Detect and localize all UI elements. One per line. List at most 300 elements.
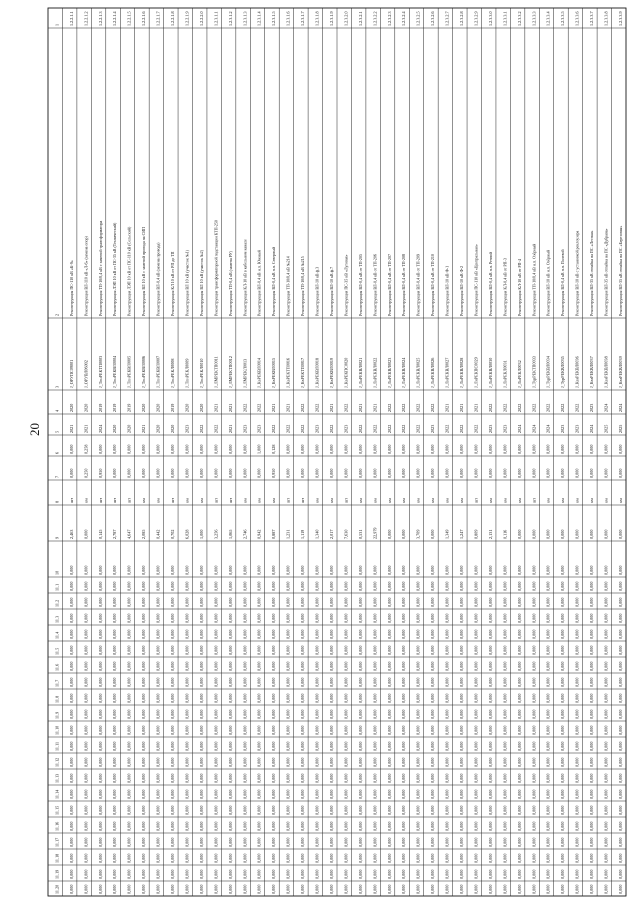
- table-cell-filler: 0,000: [386, 805, 392, 815]
- header-cell: 7: [54, 475, 60, 478]
- table-cell: 2021: [271, 403, 277, 412]
- table-cell-filler: 0,000: [357, 757, 363, 767]
- table-cell: 0,442: [155, 529, 161, 539]
- table-cell: 0,000: [372, 565, 378, 575]
- table-cell-filler: 0,000: [617, 645, 623, 655]
- table-cell-filler: 0,000: [401, 853, 407, 863]
- table-cell: Реконструкция ЛЭП 10 кВ от ПС-35 кВ (Технический): [112, 222, 118, 316]
- table-cell: 0,000: [560, 529, 566, 539]
- table-cell-filler: 0,000: [545, 837, 551, 847]
- table-cell: 0,000: [97, 444, 103, 454]
- table-cell: км: [256, 498, 262, 503]
- table-cell-filler: 0,000: [502, 661, 508, 671]
- table-cell-filler: 0,000: [372, 869, 378, 879]
- table-cell: 3,709: [415, 529, 421, 539]
- table-cell-filler: 0,000: [155, 661, 161, 671]
- table-cell-filler: 0,000: [300, 581, 306, 591]
- table-cell: Реконструкция ВЛ-0,4 кВ (замена провода): [155, 242, 161, 316]
- table-cell-filler: 0,000: [112, 629, 118, 639]
- table-cell-filler: 0,000: [328, 853, 334, 863]
- table-cell: J_ЛМРЕКЛ0013: [242, 358, 248, 388]
- table-cell-filler: 0,000: [560, 741, 566, 751]
- table-cell-filler: 0,000: [271, 725, 277, 735]
- table-cell-filler: 0,000: [617, 789, 623, 799]
- table-cell: 2022: [487, 403, 493, 412]
- table-cell-filler: 0,000: [68, 629, 74, 639]
- table-cell: 0,145: [97, 529, 103, 539]
- table-cell-filler: 0,000: [184, 757, 190, 767]
- table-cell-filler: 0,000: [386, 709, 392, 719]
- table-cell-filler: 0,000: [112, 837, 118, 847]
- table-cell-filler: 0,000: [155, 789, 161, 799]
- table-cell-filler: 0,000: [459, 869, 465, 879]
- table-cell: J_ЛнРЕКВЛ0024: [401, 357, 407, 388]
- table-cell: 1.2.3.3.8: [603, 11, 609, 26]
- table-cell: 0,000: [444, 444, 450, 454]
- table-cell-filler: 0,000: [502, 693, 508, 703]
- table-cell-filler: 0,000: [227, 581, 233, 591]
- table-cell-filler: 0,000: [314, 645, 320, 655]
- table-cell: Реконструкция КЛ-0,4 кВ от РП-3: [502, 258, 508, 316]
- table-cell-filler: 0,000: [516, 645, 522, 655]
- table-cell-filler: 0,000: [617, 693, 623, 703]
- table-cell-filler: 0,000: [112, 821, 118, 831]
- table-cell-filler: 0,000: [473, 853, 479, 863]
- table-cell: 0,000: [170, 565, 176, 575]
- table-cell-filler: 0,000: [343, 597, 349, 607]
- header-cell: 11.18: [54, 853, 60, 863]
- table-cell-filler: 0,000: [516, 805, 522, 815]
- table-cell: Реконструкция ВЛ-10 кВ с установкой реклоузера: [574, 230, 580, 316]
- table-cell: 1.2.3.3.2: [516, 11, 522, 26]
- table-cell-filler: 0,000: [256, 821, 262, 831]
- table-cell-filler: 0,000: [502, 789, 508, 799]
- table-cell-filler: 0,000: [285, 645, 291, 655]
- table-cell-filler: 0,000: [155, 597, 161, 607]
- table-cell-filler: 0,000: [574, 677, 580, 687]
- table-cell-filler: 0,000: [155, 677, 161, 687]
- table-cell: 2019: [170, 403, 176, 412]
- table-cell-filler: 0,000: [285, 821, 291, 831]
- table-cell-filler: 0,000: [97, 629, 103, 639]
- table-cell: 0,950: [271, 468, 277, 478]
- table-cell-filler: 0,000: [415, 725, 421, 735]
- table-cell-filler: 0,000: [271, 597, 277, 607]
- table-cell-filler: 0,000: [444, 709, 450, 719]
- table-cell: J_ТурРЕКТП0033: [531, 356, 537, 388]
- table-cell: J_ОРУПС09001: [68, 359, 74, 388]
- table-cell: 2022: [502, 403, 508, 412]
- table-cell-filler: 0,000: [112, 741, 118, 751]
- table-cell: Реконструкция ВЛ-10 кВ н.п. Озёрный: [545, 249, 551, 316]
- table-cell: 0,000: [531, 444, 537, 454]
- table-cell-filler: 0,000: [328, 725, 334, 735]
- table-cell-filler: 0,000: [242, 597, 248, 607]
- table-cell: Реконструкция ВЛ-0,4 кВ н.п. Северный: [271, 247, 277, 316]
- table-cell-filler: 0,000: [444, 773, 450, 783]
- table-cell-filler: 0,000: [126, 837, 132, 847]
- table-cell: Реконструкция ПС-35 кВ «Луговая»: [343, 254, 349, 316]
- table-cell: шт: [285, 497, 291, 503]
- table-cell-filler: 0,000: [415, 613, 421, 623]
- table-cell-filler: 0,000: [328, 645, 334, 655]
- table-cell-filler: 0,000: [545, 773, 551, 783]
- table-cell-filler: 0,000: [184, 597, 190, 607]
- table-cell: 0,000: [314, 565, 320, 575]
- table-cell-filler: 0,000: [285, 725, 291, 735]
- table-cell-filler: 0,000: [401, 581, 407, 591]
- table-cell-filler: 0,000: [300, 805, 306, 815]
- table-cell-filler: 0,000: [603, 629, 609, 639]
- header-cell: 11.20: [54, 884, 60, 894]
- table-cell-filler: 0,000: [357, 629, 363, 639]
- table-cell-filler: 0,000: [430, 741, 436, 751]
- table-cell-filler: 0,000: [372, 693, 378, 703]
- table-cell-filler: 0,000: [516, 853, 522, 863]
- table-cell-filler: 0,000: [242, 821, 248, 831]
- table-cell-filler: 0,000: [97, 757, 103, 767]
- table-cell-filler: 0,000: [97, 741, 103, 751]
- table-cell-filler: 0,000: [415, 789, 421, 799]
- table-cell-filler: 0,000: [502, 821, 508, 831]
- table-cell: J_ТпнРЕКВЛ0005: [126, 355, 132, 388]
- table-cell-filler: 0,000: [343, 853, 349, 863]
- table-cell-filler: 0,000: [126, 597, 132, 607]
- table-cell: J_ТпнРЕКЛ0010: [198, 358, 204, 388]
- table-cell-filler: 0,000: [603, 853, 609, 863]
- table-cell-filler: 0,000: [155, 805, 161, 815]
- table-cell-filler: 0,000: [271, 629, 277, 639]
- table-cell-filler: 0,000: [372, 853, 378, 863]
- table-cell: 1,247: [459, 529, 465, 539]
- table-cell-filler: 0,000: [256, 725, 262, 735]
- table-cell-filler: 0,000: [242, 884, 248, 894]
- table-cell-filler: 0,000: [242, 725, 248, 735]
- table-cell-filler: 0,000: [560, 645, 566, 655]
- table-cell-filler: 0,000: [574, 629, 580, 639]
- table-cell-filler: 0,000: [574, 757, 580, 767]
- table-cell-filler: 0,000: [242, 805, 248, 815]
- table-cell: 0,000: [83, 565, 89, 575]
- header-cell: 11.7: [54, 679, 60, 687]
- table-cell: 0,000: [415, 565, 421, 575]
- table-cell-filler: 0,000: [589, 645, 595, 655]
- table-cell-filler: 0,000: [444, 884, 450, 894]
- table-cell-filler: 0,000: [97, 677, 103, 687]
- table-cell-filler: 0,000: [256, 597, 262, 607]
- table-cell: км: [141, 498, 147, 503]
- header-cell: 11.1: [54, 583, 60, 591]
- table-cell: шт: [68, 497, 74, 503]
- table-cell: 0,531: [357, 529, 363, 539]
- table-cell-filler: 0,000: [516, 629, 522, 639]
- table-cell-filler: 0,000: [126, 773, 132, 783]
- table-cell-filler: 0,000: [314, 677, 320, 687]
- table-cell-filler: 0,000: [502, 581, 508, 591]
- table-cell: 0,000: [430, 468, 436, 478]
- table-cell-filler: 0,000: [83, 581, 89, 591]
- table-cell: 1.2.2.2.0: [198, 11, 204, 26]
- table-cell: 0,128: [271, 444, 277, 454]
- table-cell-filler: 0,000: [170, 677, 176, 687]
- table-cell-filler: 0,000: [545, 725, 551, 735]
- table-cell: Реконструкция ТП-10/0,4 кВ №214: [285, 256, 291, 316]
- table-cell-filler: 0,000: [386, 884, 392, 894]
- table-cell-filler: 0,000: [271, 805, 277, 815]
- table-cell-filler: 0,000: [300, 709, 306, 719]
- table-cell-filler: 0,000: [444, 613, 450, 623]
- table-cell-filler: 0,000: [372, 757, 378, 767]
- table-cell: Реконструкция ВЛ-10 кВ ф.3: [314, 266, 320, 316]
- table-cell: 2023: [574, 424, 580, 433]
- table-cell-filler: 0,000: [314, 725, 320, 735]
- table-cell: 0,000: [401, 444, 407, 454]
- table-cell: 0,000: [603, 468, 609, 478]
- table-cell-filler: 0,000: [97, 773, 103, 783]
- table-cell: 1,340: [314, 529, 320, 539]
- table-cell: 2022: [401, 403, 407, 412]
- table-cell-filler: 0,000: [401, 613, 407, 623]
- table-cell: 0,000: [170, 468, 176, 478]
- table-cell: км: [560, 498, 566, 503]
- table-cell: 0,950: [97, 468, 103, 478]
- table-cell-filler: 0,000: [473, 884, 479, 894]
- table-cell: 2021: [227, 403, 233, 412]
- table-cell-filler: 0,000: [126, 821, 132, 831]
- table-cell-filler: 0,000: [198, 853, 204, 863]
- table-cell: 2024: [545, 424, 551, 433]
- header-cell: 11.15: [54, 805, 60, 815]
- table-cell: 2022: [415, 424, 421, 433]
- table-cell-filler: 0,000: [227, 821, 233, 831]
- table-cell-filler: 0,000: [574, 645, 580, 655]
- table-cell-filler: 0,000: [617, 757, 623, 767]
- table-cell: J_ТпнРЕКТП0003: [97, 355, 103, 388]
- table-cell: J_КвРЕКВЛ0014: [256, 357, 262, 388]
- table-cell: J_КвРЕКВЛ0015: [271, 357, 277, 388]
- table-cell: J_ЛМРЕКТП0012: [227, 356, 233, 388]
- table-cell-filler: 0,000: [545, 661, 551, 671]
- table-cell: 0,942: [256, 529, 262, 539]
- table-cell-filler: 0,000: [560, 869, 566, 879]
- table-cell-filler: 0,000: [372, 661, 378, 671]
- table-cell-filler: 0,000: [459, 613, 465, 623]
- table-cell-filler: 0,000: [372, 645, 378, 655]
- table-cell-filler: 0,000: [603, 805, 609, 815]
- table-cell-filler: 0,000: [83, 884, 89, 894]
- table-cell-filler: 0,000: [473, 581, 479, 591]
- table-cell: 0,000: [401, 565, 407, 575]
- table-cell: 1.2.3.2.4: [401, 11, 407, 26]
- table-cell-filler: 0,000: [328, 677, 334, 687]
- table-cell-filler: 0,000: [126, 869, 132, 879]
- table-cell: 2022: [372, 424, 378, 433]
- table-cell-filler: 0,000: [444, 597, 450, 607]
- table-cell: 2020: [198, 403, 204, 412]
- table-cell: 0,000: [545, 468, 551, 478]
- header-cell: 6: [54, 451, 60, 454]
- table-cell: 2024: [97, 424, 103, 433]
- table-cell-filler: 0,000: [126, 789, 132, 799]
- table-cell: Реконструкция ВЛ-0,4 кВ н.п. Южный: [256, 250, 262, 316]
- table-cell-filler: 0,000: [300, 661, 306, 671]
- table-cell-filler: 0,000: [415, 677, 421, 687]
- table-cell: 2020: [170, 424, 176, 433]
- table-cell-filler: 0,000: [603, 581, 609, 591]
- table-cell-filler: 0,000: [473, 821, 479, 831]
- table-cell-filler: 0,000: [97, 693, 103, 703]
- table-cell-filler: 0,000: [141, 773, 147, 783]
- table-cell-filler: 0,000: [227, 613, 233, 623]
- table-cell: км: [386, 498, 392, 503]
- table-cell-filler: 0,000: [112, 645, 118, 655]
- table-cell: шт: [97, 497, 103, 503]
- table-cell-filler: 0,000: [314, 869, 320, 879]
- table-cell-filler: 0,000: [357, 773, 363, 783]
- table-cell-filler: 0,000: [184, 741, 190, 751]
- table-cell-filler: 0,000: [516, 693, 522, 703]
- table-cell: 0,000: [430, 529, 436, 539]
- table-cell: км: [83, 498, 89, 503]
- table-cell-filler: 0,000: [141, 741, 147, 751]
- table-cell-filler: 0,000: [285, 741, 291, 751]
- table-cell: 2021: [83, 424, 89, 433]
- table-cell: 0,000: [473, 444, 479, 454]
- table-cell: 0,000: [271, 565, 277, 575]
- table-cell-filler: 0,000: [531, 661, 537, 671]
- table-cell-filler: 0,000: [141, 661, 147, 671]
- table-cell: 1.2.3.3.4: [545, 11, 551, 26]
- table-cell-filler: 0,000: [487, 693, 493, 703]
- table-cell-filler: 0,000: [459, 709, 465, 719]
- table-cell-filler: 0,000: [256, 789, 262, 799]
- table-cell: 2022: [386, 424, 392, 433]
- table-cell: 0,000: [430, 565, 436, 575]
- table-cell: 1.2.3.2.2: [372, 11, 378, 26]
- table-cell: 2,085: [141, 529, 147, 539]
- table-cell: 2022: [343, 403, 349, 412]
- table-cell: 0,000: [502, 468, 508, 478]
- header-cell: 11.11: [54, 741, 60, 751]
- table-cell: 2024: [531, 424, 537, 433]
- table-cell-filler: 0,000: [372, 884, 378, 894]
- table-cell: 0,000: [213, 468, 219, 478]
- table-cell-filler: 0,000: [487, 741, 493, 751]
- table-cell: Реконструкция ТП-10/0,4 кВ №215: [300, 256, 306, 316]
- table-cell: 0,000: [68, 444, 74, 454]
- table-cell-filler: 0,000: [213, 773, 219, 783]
- table-cell-filler: 0,000: [242, 661, 248, 671]
- table-cell-filler: 0,000: [502, 805, 508, 815]
- table-cell-filler: 0,000: [444, 661, 450, 671]
- table-cell-filler: 0,000: [516, 613, 522, 623]
- table-cell-filler: 0,000: [170, 869, 176, 879]
- table-cell-filler: 0,000: [430, 757, 436, 767]
- table-cell-filler: 0,000: [545, 869, 551, 879]
- table-cell: км: [357, 498, 363, 503]
- table-cell-filler: 0,000: [155, 613, 161, 623]
- table-cell-filler: 0,000: [227, 693, 233, 703]
- table-cell: шт: [126, 497, 132, 503]
- table-cell-filler: 0,000: [430, 597, 436, 607]
- table-cell-filler: 0,000: [574, 613, 580, 623]
- table-cell: J_ЛнРЕКВЛ0030: [487, 357, 493, 388]
- table-cell-filler: 0,000: [141, 581, 147, 591]
- table-cell-filler: 0,000: [574, 853, 580, 863]
- table-cell-filler: 0,000: [126, 629, 132, 639]
- table-cell-filler: 0,000: [285, 613, 291, 623]
- table-cell: 0,000: [589, 468, 595, 478]
- table-cell-filler: 0,000: [401, 629, 407, 639]
- table-cell: 2,131: [487, 529, 493, 539]
- table-cell-filler: 0,000: [531, 821, 537, 831]
- table-cell: 0,000: [285, 468, 291, 478]
- table-cell: J_ОРУВЛ06002: [83, 360, 89, 388]
- table-cell: 0,000: [430, 444, 436, 454]
- table-cell: J_ТурРЕКВЛ0034: [545, 356, 551, 388]
- table-cell-filler: 0,000: [141, 884, 147, 894]
- table-cell: 1.2.3.2.9: [473, 11, 479, 26]
- table-cell: 2023: [487, 424, 493, 433]
- table-cell-filler: 0,000: [328, 693, 334, 703]
- table-cell-filler: 0,000: [372, 789, 378, 799]
- table-cell-filler: 0,000: [112, 789, 118, 799]
- table-cell: 0,000: [300, 444, 306, 454]
- table-cell-filler: 0,000: [184, 821, 190, 831]
- table-cell-filler: 0,000: [271, 837, 277, 847]
- table-cell-filler: 0,000: [430, 613, 436, 623]
- table-cell-filler: 0,000: [184, 884, 190, 894]
- table-cell-filler: 0,000: [487, 597, 493, 607]
- header-cell: 11.6: [54, 663, 60, 671]
- table-cell: 2023: [184, 424, 190, 433]
- table-cell-filler: 0,000: [560, 581, 566, 591]
- table-cell: Реконструкция ВЛ-0,4 кВ от ТП-210: [430, 254, 436, 316]
- table-cell-filler: 0,000: [560, 677, 566, 687]
- table-cell-filler: 0,000: [83, 853, 89, 863]
- table-cell-filler: 0,000: [430, 693, 436, 703]
- table-cell: 1.2.3.2.3: [386, 11, 392, 26]
- table-cell-filler: 0,000: [357, 853, 363, 863]
- table-cell-filler: 0,000: [170, 821, 176, 831]
- table-cell-filler: 0,000: [372, 709, 378, 719]
- table-cell: 0,000: [574, 565, 580, 575]
- table-cell-filler: 0,000: [516, 773, 522, 783]
- table-cell-filler: 0,000: [401, 837, 407, 847]
- table-cell-filler: 0,000: [415, 853, 421, 863]
- table-cell: 0,000: [184, 444, 190, 454]
- table-cell: 2021: [68, 424, 74, 433]
- table-cell-filler: 0,000: [531, 709, 537, 719]
- table-cell-filler: 0,000: [141, 597, 147, 607]
- table-cell: 0,000: [516, 565, 522, 575]
- table-cell-filler: 0,000: [502, 613, 508, 623]
- table-cell: км: [617, 498, 623, 503]
- table-cell-filler: 0,000: [184, 693, 190, 703]
- table-cell-filler: 0,000: [198, 869, 204, 879]
- table-cell-filler: 0,000: [386, 757, 392, 767]
- table-cell-filler: 0,000: [574, 661, 580, 671]
- table-cell-filler: 0,000: [603, 789, 609, 799]
- table-cell-filler: 0,000: [300, 597, 306, 607]
- table-cell-filler: 0,000: [372, 821, 378, 831]
- table-cell-filler: 0,000: [603, 709, 609, 719]
- table-cell-filler: 0,000: [516, 757, 522, 767]
- table-cell-filler: 0,000: [213, 677, 219, 687]
- table-cell: 1,119: [300, 529, 306, 539]
- table-cell: Реконструкция КЛ 10 кВ от РП до ТП: [170, 251, 176, 316]
- table-cell-filler: 0,000: [155, 821, 161, 831]
